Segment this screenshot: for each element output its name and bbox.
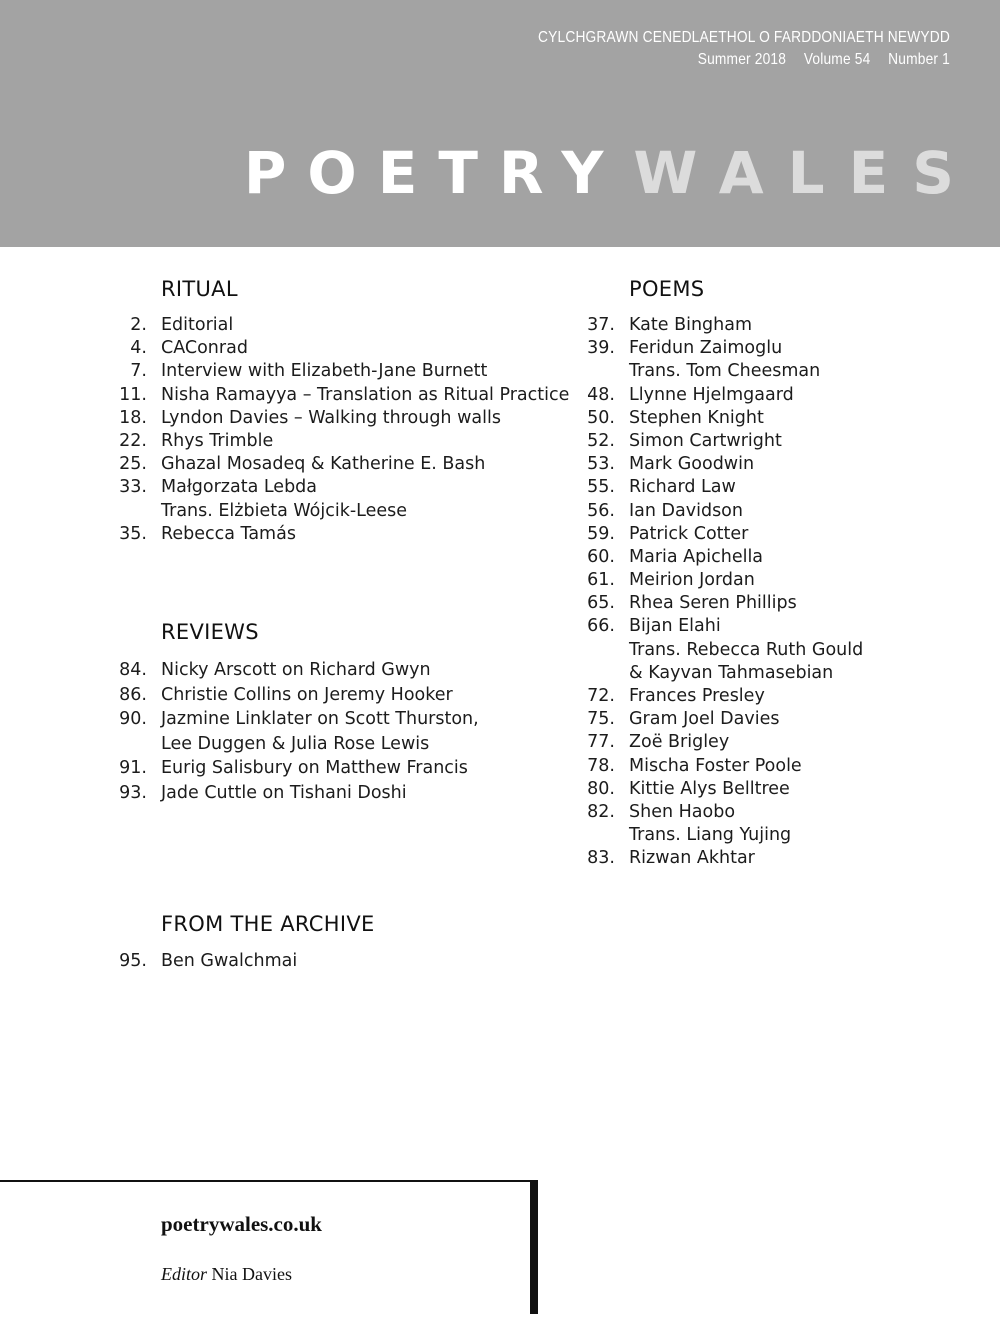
entry-title: Lee Duggen & Julia Rose Lewis [161,733,430,754]
ritual-list [0,314,570,546]
entry-title: Stephen Knight [629,407,764,428]
page-number: 86. [119,684,147,705]
contents-entry [468,685,938,708]
page-number: 91. [119,758,147,779]
entry-title: Ian Davidson [629,500,743,521]
entry-title: CAConrad [161,338,248,359]
entry-title: Llynne Hjelmgaard [629,384,794,405]
page-number: 72. [587,686,615,706]
entry-title: Simon Cartwright [629,430,782,451]
contents-entry [468,337,938,360]
contents-entry [0,684,470,709]
contents-entry [468,500,938,523]
section-title-archive: FROM THE ARCHIVE [161,912,375,936]
entry-title: Rebecca Tamás [161,523,296,544]
contents-entry [468,708,938,731]
page-number: 84. [119,660,147,680]
entry-title: Nisha Ramayya – Translation as Ritual Practice [161,384,570,405]
contents-entry [468,778,938,801]
entry-title: Gram Joel Davies [629,709,780,730]
entry-title: Interview with Elizabeth-Jane Burnett [161,361,488,382]
page-number: 80. [587,778,615,799]
contents-entry [468,592,938,615]
entry-title: Frances Presley [629,686,765,706]
page-number: 82. [587,801,615,822]
page-number: 53. [587,454,615,475]
page-number: 78. [587,755,615,776]
issue-volume: Volume 54 [803,51,871,68]
page-number: 66. [587,616,615,637]
entry-title: Shen Haobo [629,801,736,822]
page-number: 48. [587,384,615,405]
issue-season: Summer 2018 [697,51,787,68]
editor-credit [161,1264,292,1285]
contents-entry [0,782,470,807]
contents-entry [0,430,470,453]
contents-entry [0,476,470,499]
contents-entry [468,847,938,870]
contents-entry [468,639,938,662]
contents-entry [468,407,938,430]
issue-number: Number 1 [888,51,950,68]
contents-entry [0,708,479,733]
page-number: 95. [119,951,147,971]
page-number: 61. [587,570,615,591]
entry-title: Jade Cuttle on Tishani Doshi [161,782,407,803]
magazine-logo [243,138,978,208]
contents-entry [468,824,938,847]
page-number: 18. [119,407,147,428]
contents-entry [468,360,938,383]
page-number: 65. [587,593,615,614]
entry-title: Eurig Salisbury on Matthew Francis [161,758,468,779]
page-number: 7. [130,361,147,382]
page-number: 75. [587,709,615,730]
contents-entry [0,500,470,523]
contents-entry [0,407,501,430]
contents-entry [468,662,938,685]
page-number: 11. [119,384,147,405]
contents-entry [468,569,938,592]
entry-title: Ghazal Mosadeq & Katherine E. Bash [161,454,486,475]
page-number: 35. [119,523,147,544]
page-number: 22. [119,430,147,451]
editor-label: Editor [161,1264,208,1284]
entry-title: Małgorzata Lebda [161,477,318,498]
section-title-reviews: REVIEWS [161,620,259,644]
website-link[interactable]: poetrywales.co.uk [161,1212,322,1236]
entry-title: Rhea Seren Phillips [629,593,797,614]
page-number: 25. [119,454,147,475]
entry-title: Rhys Trimble [161,430,274,451]
page-number: 33. [119,477,147,498]
contents-entry [468,430,938,453]
contents-entry [468,523,938,546]
page-number: 4. [130,338,147,359]
contents-entry [468,801,938,824]
entry-title: Jazmine Linklater on Scott Thurston, [161,709,479,730]
entry-title: Lyndon Davies – Walking through walls [161,407,501,428]
entry-title: Richard Law [629,477,736,498]
contents-entry [0,314,470,337]
contents-entry [0,659,470,684]
logo-poetry: POETRY [243,139,625,207]
entry-title: Zoë Brigley [629,732,730,753]
page-number: 83. [587,848,615,869]
page-number: 93. [119,782,147,803]
archive-list [0,950,470,973]
contents-entry [0,733,470,758]
contents-entry [468,615,938,638]
contents-entry [468,384,938,407]
footer-vertical-bar [530,1180,538,1314]
footer-divider [0,1180,536,1182]
entry-title: Meirion Jordan [629,570,755,591]
contents-entry [468,453,938,476]
entry-title: Maria Apichella [629,546,764,567]
entry-title: Feridun Zaimoglu [629,338,783,359]
page-number: 60. [587,546,615,567]
contents-entry [468,755,938,778]
page-number: 52. [587,430,615,451]
entry-title: & Kayvan Tahmasebian [629,662,834,683]
entry-title: Bijan Elahi [629,616,721,637]
entry-title: Trans. Tom Cheesman [629,361,821,382]
contents-entry [0,950,470,973]
tagline-block [538,27,950,71]
poems-list [468,314,938,871]
page-number: 77. [587,732,615,753]
entry-title: Kate Bingham [629,315,753,335]
entry-title: Ben Gwalchmai [161,951,298,971]
page-number: 50. [587,407,615,428]
page-number: 59. [587,523,615,544]
issue-info [538,49,950,71]
contents-entry [0,360,488,383]
page-number: 56. [587,500,615,521]
contents-entry [468,314,938,337]
entry-title: Christie Collins on Jeremy Hooker [161,684,453,705]
entry-title: Mark Goodwin [629,454,755,475]
contents-entry [0,757,470,782]
section-title-poems: POEMS [629,277,705,301]
entry-title: Nicky Arscott on Richard Gwyn [161,660,431,680]
entry-title: Trans. Liang Yujing [629,825,792,846]
tagline: CYLCHGRAWN CENEDLAETHOL O FARDDONIAETH NEWYDD [538,29,950,46]
page-number: 2. [130,315,147,335]
entry-title: Editorial [161,315,234,335]
entry-title: Trans. Elżbieta Wójcik-Leese [161,500,407,521]
contents-entry [0,453,486,476]
entry-title: Mischa Foster Poole [629,755,802,776]
entry-title: Kittie Alys Belltree [629,778,790,799]
page-number: 37. [587,315,615,335]
reviews-list [0,659,479,807]
entry-title: Rizwan Akhtar [629,848,755,869]
page-number: 90. [119,709,147,730]
cover-header [0,0,1000,247]
contents-entry [0,523,470,546]
editor-name: Nia Davies [211,1264,292,1284]
contents-entry [468,476,938,499]
contents-entry [0,384,570,407]
entry-title: Trans. Rebecca Ruth Gould [629,639,864,660]
page-number: 55. [587,477,615,498]
logo-wales: WALES [633,139,978,207]
entry-title: Patrick Cotter [629,523,749,544]
section-title-ritual: RITUAL [161,277,238,301]
page-number: 39. [587,338,615,359]
contents-entry [468,546,938,569]
contents-entry [0,337,470,360]
contents-entry [468,731,938,754]
